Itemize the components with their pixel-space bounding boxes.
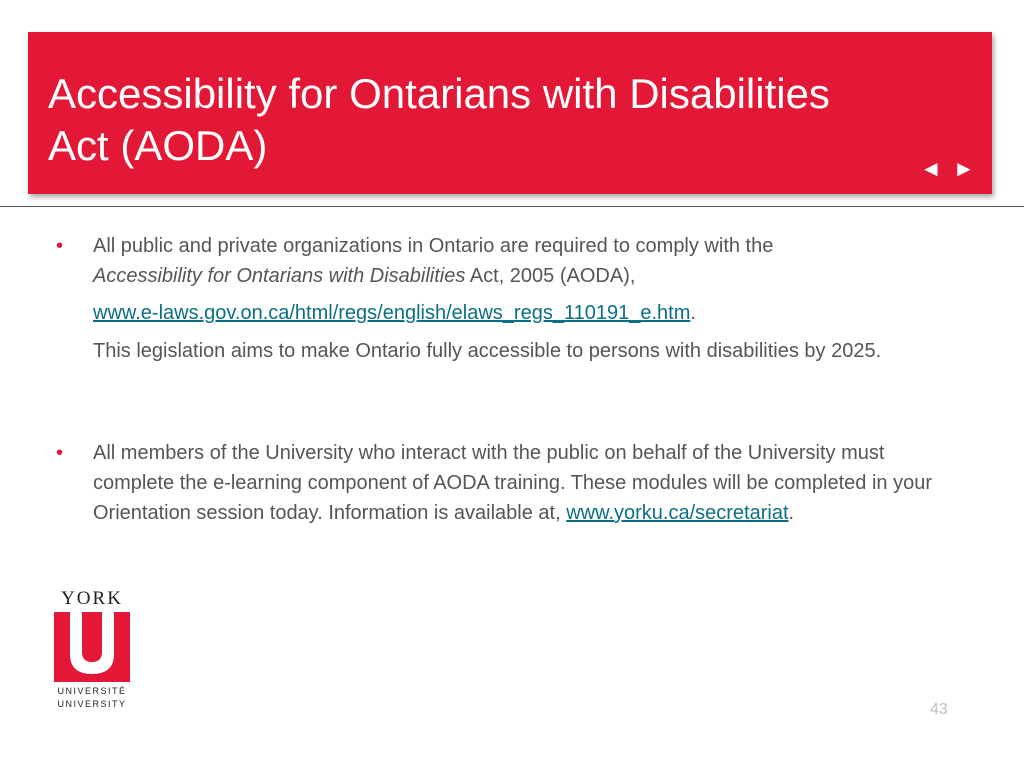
slide-title-line-2: Act (AODA): [48, 122, 268, 169]
bullet-1-text: All public and private organizations in Ontario are required to comply with the: [93, 235, 774, 257]
bullet-1-main: [93, 231, 973, 291]
logo-york-text: YORK: [61, 588, 123, 609]
previous-slide-icon[interactable]: ◄: [920, 156, 942, 181]
secretariat-link-period: .: [788, 502, 795, 524]
bullet-1-legislation-text: This legislation aims to make Ontario fully accessible to persons with disabilities by 2025.: [93, 340, 882, 362]
logo-universite-text: UNIVERSITÉ: [57, 686, 127, 696]
secretariat-link[interactable]: www.yorku.ca/secretariat: [566, 502, 789, 524]
bullet-2: [93, 438, 968, 528]
slide-title: [48, 68, 948, 172]
bullet-icon: •: [56, 235, 64, 257]
logo-university-text: UNIVERSITY: [57, 699, 127, 709]
bullet-icon: •: [56, 442, 64, 464]
bullet-1-link-line: [93, 298, 973, 328]
title-divider: [0, 206, 1024, 207]
next-slide-icon[interactable]: ►: [953, 156, 975, 181]
act-year-text: Act, 2005 (AODA),: [465, 265, 636, 287]
york-university-logo: [52, 588, 132, 712]
elaws-link-period: .: [690, 302, 696, 324]
slide-title-line-1: Accessibility for Ontarians with Disabilities: [48, 70, 830, 117]
title-banner: [28, 32, 992, 194]
act-name-italic: Accessibility for Ontarians with Disabilities: [93, 265, 466, 287]
elaws-link[interactable]: www.e-laws.gov.on.ca/html/regs/english/elaws_regs_110191_e.htm: [93, 302, 691, 324]
slide-number: 43: [930, 701, 948, 718]
bullet-2-text: All members of the University who interact with the public on behalf of the University must complete the e-learning component of AODA training. These modules will be completed in your Orientation session today. Information is available at,: [93, 442, 932, 524]
